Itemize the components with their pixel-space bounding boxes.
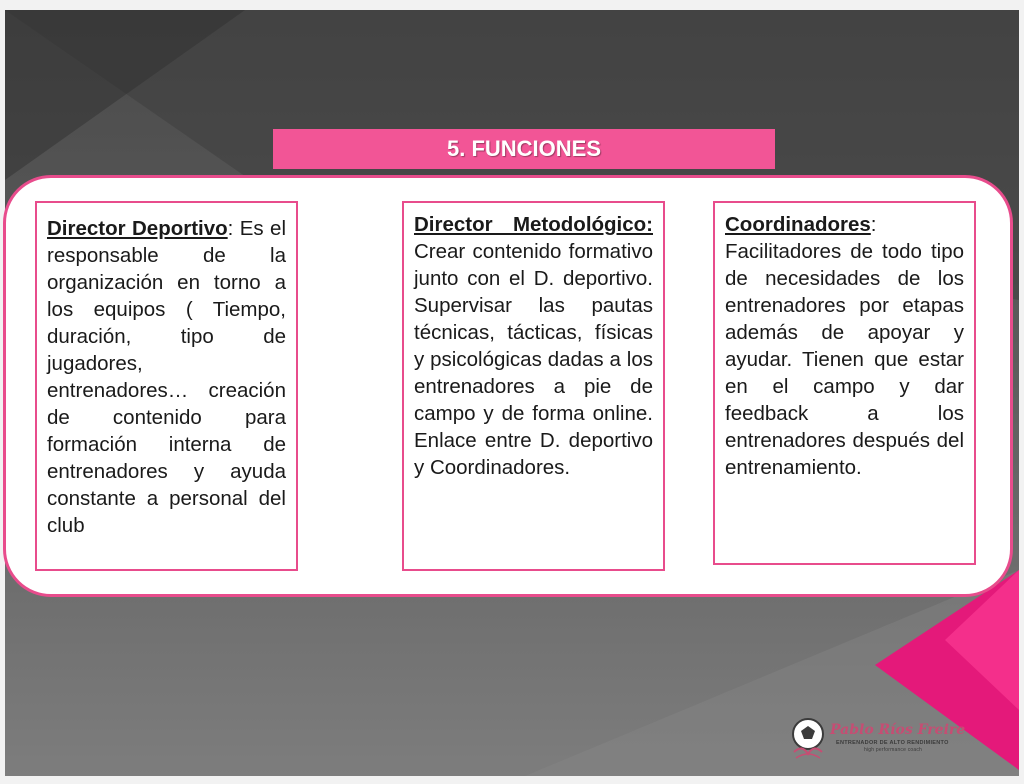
- card-director-metodologico: [402, 201, 665, 571]
- logo-tagline: high performance coach: [864, 747, 923, 753]
- card-heading: Director Deportivo: [47, 217, 228, 240]
- slide-title: 5. FUNCIONES: [273, 129, 775, 169]
- brand-logo: [784, 712, 984, 766]
- card-text: : Facilitadores de todo tipo de necesidades de los entrenadores por etapas además de apoyar y ayudar. Tienen que estar en el campo y dar feedback a los entrenadores después del entrenamiento.: [725, 213, 964, 479]
- logo-subtitle: ENTRENADOR DE ALTO RENDIMIENTO: [836, 740, 949, 746]
- card-director-deportivo: [35, 201, 298, 571]
- card-text: : Es el responsable de la organización en torno a los equipos ( Tiempo, duración, tipo de jugadores, entrenadores… creación de contenido para formación interna de entrenadores y ayuda constante a personal del club: [47, 217, 287, 537]
- card-coordinadores: [713, 201, 976, 565]
- card-text: Crear contenido formativo junto con el D. deportivo. Supervisar las pautas técnicas, tácticas, físicas y psicológicas dadas a los entrenadores a pie de campo y de forma online. Enlace entre D. deportivo y Coordinadores.: [414, 240, 653, 479]
- card-heading: Coordinadores: [725, 213, 871, 236]
- logo-name: Pablo Ríos Freire: [830, 722, 966, 738]
- card-heading: Director Metodológico:: [414, 213, 653, 236]
- soccer-ball-icon: [788, 714, 828, 764]
